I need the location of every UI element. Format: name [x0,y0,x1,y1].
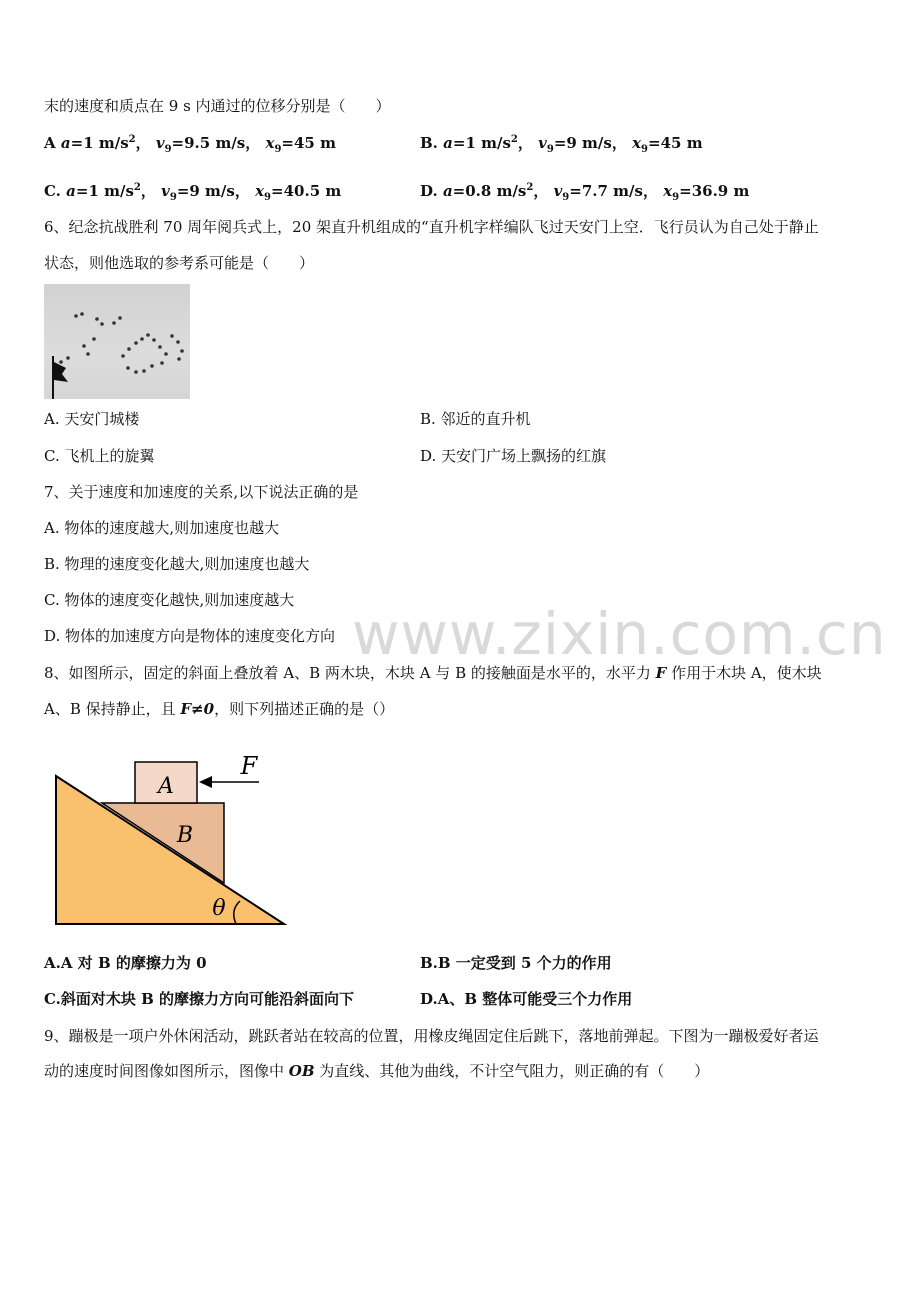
q9-stem-line1: 9、蹦极是一项户外休闲活动，跳跃者站在较高的位置，用橡皮绳固定住后跳下，落地前弹起。下图为一蹦极爱好者运 [44,1027,819,1045]
label-f: F [240,752,258,780]
q5-option-c: C. a=1 $m/s^2$， $v_9=9$ m/s， $x_9=40.5$ m [44,182,342,203]
q6-option-d: D. 天安门广场上飘扬的红旗 [420,447,607,465]
q8-option-a: A.A 对 B 的摩擦力为 0 [44,954,207,972]
q8-option-c: C.斜面对木块 B 的摩擦力方向可能沿斜面向下 [44,990,355,1008]
helicopter-formation-photo [44,284,190,399]
q5-stem: 末的速度和质点在 9 s 内通过的位移分别是（ ） [44,97,391,115]
q9-stem-line2: 动的速度时间图像如图所示，图像中 OB 为直线、其他为曲线，不计空气阻力，则正确的有（ ） [44,1062,710,1080]
q7-option-a: A. 物体的速度越大,则加速度也越大 [44,519,280,537]
q7-option-b: B. 物理的速度变化越大,则加速度也越大 [44,555,310,573]
force-arrow-head [199,776,212,788]
watermark: www.zixin.com.cn [352,600,887,668]
q8-stem-line1: 8、如图所示，固定的斜面上叠放着 A、B 两木块，木块 A 与 B 的接触面是水平的，水平力 F 作用于木块 A，使木块 [44,664,822,682]
q6-option-b: B. 邻近的直升机 [420,410,531,428]
q8-option-b: B.B 一定受到 5 个力的作用 [420,954,612,972]
q5-option-a: A a=1 $m/s^2$， $v_9=9.5$ m/s， $x_9=45$ m [44,134,336,155]
q6-stem-line1: 6、纪念抗战胜利 70 周年阅兵式上，20 架直升机组成的“直升机字样编队飞过天安门上空．飞行员认为自己处于静止 [44,218,819,236]
q8-stem-line2: A、B 保持静止，且 F≠0，则下列描述正确的是（） [44,700,395,718]
q6-stem-line2: 状态，则他选取的参考系可能是（ ） [44,254,315,272]
label-a: A [158,774,174,799]
q7-stem: 7、关于速度和加速度的关系,以下说法正确的是 [44,483,359,501]
q7-option-d: D. 物体的加速度方向是物体的速度变化方向 [44,627,336,645]
label-b: B [176,823,194,848]
q6-option-a: A. 天安门城楼 [44,410,140,428]
q5-option-d: D. a=0.8 $m/s^2$， $v_9=7.7$ m/s， $x_9=36.9$ m [420,182,750,203]
q5-option-b: B. a=1 $m/s^2$， $v_9=9$ m/s， $x_9=45$ m [420,134,703,155]
q7-option-c: C. 物体的速度变化越快,则加速度越大 [44,591,295,609]
q8-option-d: D.A、B 整体可能受三个力作用 [420,990,633,1008]
q6-option-c: C. 飞机上的旋翼 [44,447,155,465]
incline-blocks-diagram [44,742,294,932]
label-theta: θ [212,896,226,921]
